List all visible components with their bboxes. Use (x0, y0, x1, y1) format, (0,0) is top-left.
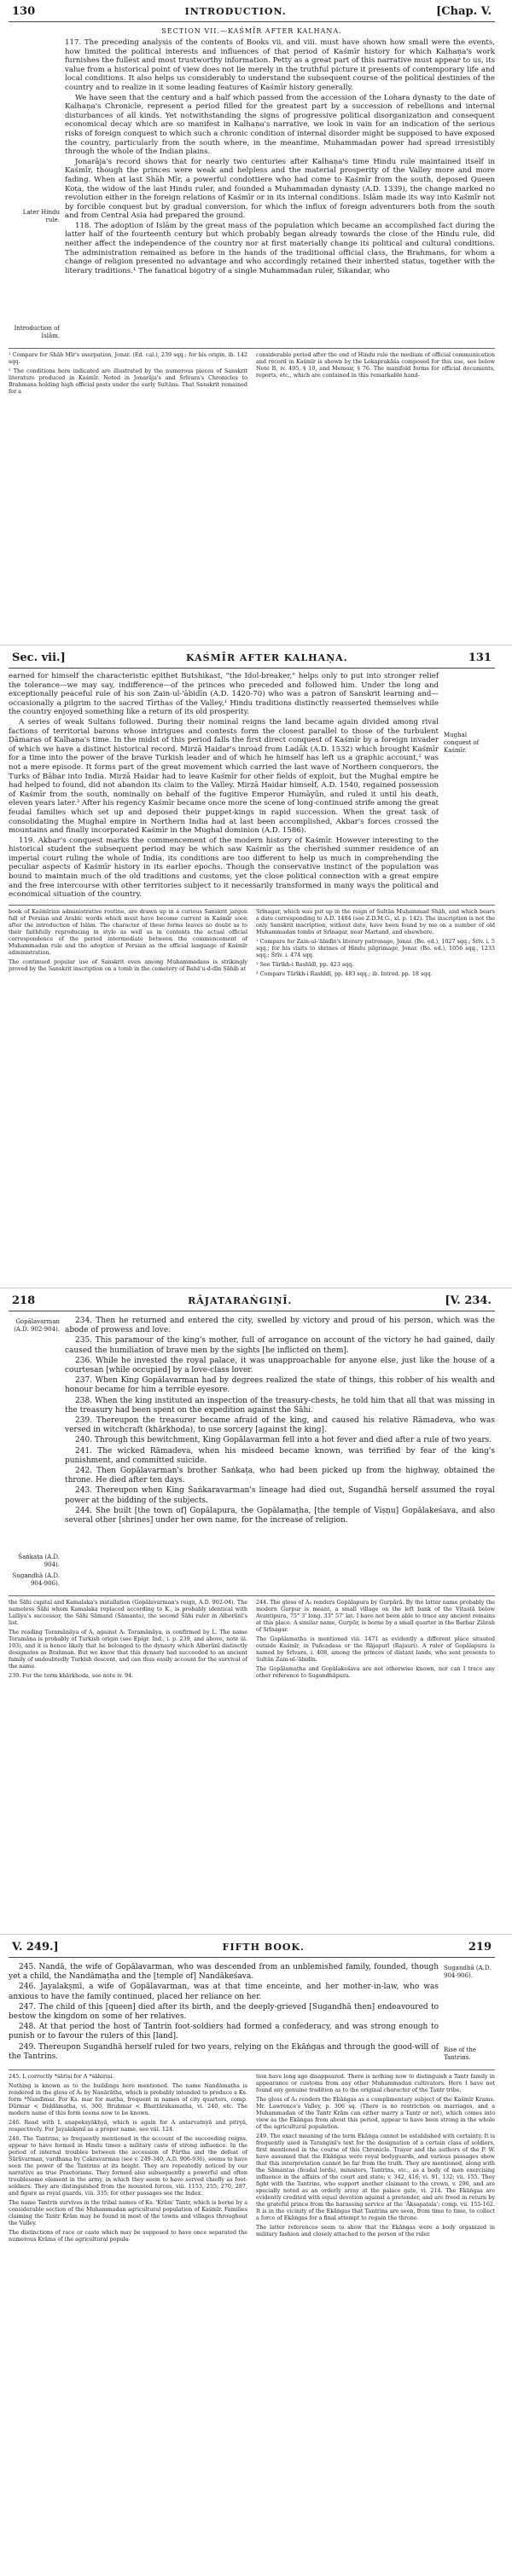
footnotes (9, 2069, 495, 2245)
sidenotes (439, 672, 495, 900)
footnote: ¹ Compare for Zain-ul-'ābidīn's literary patronage, Jonar. (Bo. ed.), 1027 sqq.; Śrīv. i. 5 sqq.; for his visits to shrines of Hindu pilgrimage, Jonar. (Bo. ed.), 1056 sqq., 1233 sqq.; Śrīv. i. 474 sqq. (256, 937, 495, 958)
paragraph: 236. While he invested the royal palace, it was unapproachable for anyone else, just like the house of a courtesan [while occupied] by a love-class lover. (65, 1356, 495, 1375)
section-label: V. 249.] (12, 1941, 59, 1954)
paragraph: 118. The adoption of Islām by the great mass of the population which became an accomplished fact during the latter half of the fourteenth century but which probably began already towards the close of the Hindu rule, did neither affect the independence of the country nor at first materially change its political and cultural conditions. The administration remained as before in the hands of the traditional official class, the Brahmans, for whom a change of religion presented no advantage and who accordingly retained their inherited status, together with the literary traditions.¹ The fanatical bigotry of a single Muhammadan ruler, Sikandar, who (65, 221, 495, 275)
footnote: The Gopālamaṭha is mentioned viii. 1471 as evidently a different place situated outside Kaśmīr, in Pañcaḍasa or the Rājapurī (Rajauri). A ruler of Gopālapura is named by Śrīvara, i. 408, among the princes of distant lands, who sent presents to Sultān Zain-ul-'ābidīn. (256, 1635, 495, 1663)
footnote: 245. L correctly *śāriṣi for A *śāhiriṣi. (9, 2073, 114, 2080)
paragraph: 235. This paramour of the king's mother, full of arrogance on account of the victory he had gained, daily caused the humiliation of brave men by the sights [he inflicted on them]. (65, 1336, 495, 1355)
footnote: 249. The exact meaning of the term Ekāṅga cannot be established with certainty. It is frequently used in Taraṅgiṇī's text for the designation of a certain class of soldiers, first mentioned in the course of this Chronicle. Trayer and the authors of the P. W. have assumed that the Ekāṅgas were royal bodyguards, and various passages show that this interpretation cannot be far from the truth. They are mentioned, along with the Sāmantas (feudal lords), ministers, Tantrins, etc., as a body of men exercising influence in the affairs of the court and state; v. 342, 416; vi. 91, 132; vii. 155. They fight with the Tantrins, who support another claimant to the crown, v. 290, and are specially noted as an orderly array at the palace gate, vi. 214. The Ekāṅgas are evidently credited with equal devotion against a pretender, and are freed in return by the grateful prince from the harassing service at the 'Ākṣapaṭala'; comp. vii. 155-162. It is in the vicinity of the Ekāṅgas that Tantrins are seen, from time to time, to collect a force of Ekāṅgas for a final attempt to regain the throne. (256, 2133, 495, 2221)
footnote: 248. The Tantrins, so frequently mentioned in the account of the succeeding reigns, appear to have formed in Hindu times a military caste of strong influence. In the period of internal troubles between the accession of Pārtha and the defeat of Śūrāvarman, vardhana by Cakravarman (see v. 249-340, A.D. 906-936), seems to have seen the power of the Tantrins at its height. They are repeatedly noticed by our narrative as true Praetorians. They formed also subsequently a powerful and often troublesome element in the army, in which they seem to have served chiefly as foot-soldiers. They are distinguished from the mounted forces, viii. 1153, 255, 270, 287, and figure as royal guards, viii. 335; for other passages see the Index. (9, 2135, 247, 2197)
running-title: RĀJATARAṄGIṆĪ. (188, 1295, 293, 1306)
sidenote: Sugandhā (A.D. 904-906). (12, 1572, 60, 1587)
body-text (65, 38, 495, 344)
section-title: SECTION VII.—KAŚMĪR AFTER KALHAṆA. (161, 27, 342, 35)
book-label: [V. 234. (445, 1294, 492, 1307)
sidenote: Rise of the Tantrins. (444, 2046, 476, 2061)
page-218 (0, 1289, 512, 1933)
footnote: Nothing is known as to the buildings here mentioned. The name Nandāmaṭha is rendered in the gloss of A₃ by Nanārātha, which is probably intended to produce a Ks. form *Nandīmar. For Ks. mar for maṭha, frequent in names of city quarters, comp. Dūrmar < Diddāmaṭha, vi. 300, Bruhmar < Bhaṭṭārakamaṭha, vi. 240, etc. The modern name of this form seems now to be known. (9, 2082, 247, 2116)
sidenote: Mughal conquest of Kaśmīr. (444, 732, 480, 754)
paragraph: We have seen that the century and a half which passed from the accession of the Lohara dynasty to the date of Kalhaṇa's Chronicle, represent a period filled for the greatest part by a succession of rebellions and internal disturbances of all kinds. Yet notwithstanding the signs of progressive political disorganization and consequent economical decay which are so manifest in Kalhaṇa's narrative, we look in vain for an indication of the serious risks of foreign conquest to which such a chronic condition of internal disorder might be supposed to have exposed the country, particularly from the south where, in the meantime, Muhammadan power had spread irresistibly through the whole of the Indian plains. (65, 93, 495, 157)
sidenotes (439, 1963, 495, 2065)
footnote: ² The conditions here indicated are illustrated by the numerous pieces of Sanskrit literature produced in Kaśmīr. Noted in Jonarāja's and Śrīvara's Chronicles to Brahmans holding high official posts under the early Sultāns. That Sanskrit remained for a (9, 368, 247, 395)
footnote: 246. Read with L anapekṣyākhyā, which is again for A antarvatnyā and pitryā, respectively. For Jayalakṣmī as a proper name, see viii. 124. (9, 2119, 247, 2133)
footnote: ² See Tārīkh-i Rashīdī, pp. 423 sqq. (256, 960, 354, 968)
page-219 (0, 1936, 512, 2575)
page-number: 130 (12, 5, 36, 18)
paragraph: 247. The child of this [queen] died after its birth, and the deeply-grieved [Sugandhā then] endeavoured to bestow the kingdom on some of her relatives. (9, 2002, 439, 2022)
footnote: ¹ Compare for Shāh Mīr's usurpation, Jonar. (Ed. cal.), 239 sqq.; for his origin, ib. 142 sqq. (9, 351, 247, 365)
footnote: The Gopālamaṭha and Gopālakeśava are not otherwise known, nor can I trace any other reference to Sugandhāpura. (256, 1665, 495, 1679)
paragraph: 245. Nandā, the wife of Gopālavarman, who was descended from an unblemished family, founded, though yet a child, the Nandāmaṭha and the [temple of] Nandākeśava. (9, 1963, 439, 1982)
footnote: Srīnagar, which was put up in the reign of Sultān Muḥammad Shāh, and which bears a date corresponding to A.D. 1484 (see Z.D.M.G., xl. p. 142). The inscription is not the only Sanskrit inscription, without date, have been found by me on a number of old Muhammadan tombs at Srīnagar, near Martand, and elsewhere. (256, 907, 495, 935)
footnote: 244. The gloss of A₃ renders Gopālapura by Gurpārā. By the latter name probably the modern Gurpur is meant, a small village on the left bank of the Vitastā below Avantipura, 75° 3' long. 33° 57' lat. I have not been able to trace any ancient remains at this place. A similar name, Gurpūr, is borne by a small quarter in the Barbar Ziārah of Srīnagar. (256, 1599, 495, 1633)
sidenote: Śaṅkaṭa (A.D. 904). (18, 1554, 60, 1568)
paragraph: 237. When King Gopālavarman had by degrees realized the state of things, this robber of his wealth and honour became for him a terrible eyesore. (65, 1376, 495, 1395)
paragraph: 249. Thereupon Sugandhā herself ruled for two years, relying on the Ekāṅgas and through the good-will of the Tantrins. (9, 2042, 439, 2061)
paragraph: 243. Thereupon when King Śaṅkaravarman's lineage had died out, Sugandhā herself assumed the royal power at the bidding of the subjects. (65, 1486, 495, 1505)
sidenote: Sugandhā (A.D. 904-906). (444, 1965, 492, 1979)
footnote: The gloss of A₃ renders the Ekāṅgas as a complimentary subject of the Kaśmīr Krams. Mr. Lawrence's Valley, p. 306 sq. (There is no restriction on marriages, and a Muhammadan of the Tantr Krām can either marry a Tantr or not), which comes into view as the Ekāṅgas from about this period, appear to have been strong in the whole of the agricultural population. (256, 2096, 495, 2130)
footnote: 239. For the term khārkhoda, see note iv. 94. (9, 1672, 134, 1679)
footnote: The latter references seem to show that the Ekāṅgas were a body organized in military fashion and closely attached to the person of the ruler. (256, 2224, 495, 2237)
paragraph: A series of weak Sultans followed. During their nominal reigns the land became again divided among rival factions of territorial barons whose intrigues and contests form the closest parallel to those of the turbulent Ḍāmaras of Kalhaṇa's time. In the midst of this period falls the first direct conquest of Kaśmīr by a foreign invader of which we have a distinct historical record. Mirzā Haidar's inroad from Ladāk (A.D. 1532) which brought Kaśmīr for a time into the power of the brave Turkish leader and of which he himself has left us a graphic account,² was not a mere episode. It forms part of the great movement which carried the last wave of Northern conquerors, the Turks of Bābar into India. Mirzā Haidar had to leave Kaśmīr for other fields of exploit, but the Mughal empire he had helped to found, did not abandon its claim to the Valley. Mirzā Haidar himself, A.D. 1540, regained possession of Kaśmīr from the south, nominally on behalf of the fugitive Emperor Humāyūn, and ruled it until his death, eleven years later.³ After his regency Kaśmīr became once more the scene of long-continued strife among the great feudal families which set up and deposed their puppet-kings in rapid succession. When the great task of consolidating the Mughal empire in Northern India had at last been accomplished, Akbar's forces crossed the mountains and finally incorporated Kaśmīr in the Mughal dominion (A.D. 1586). (9, 717, 439, 836)
body-text (65, 1317, 495, 1591)
paragraph: Jonarāja's record shows that for nearly two centuries after Kalhaṇa's time Hindu rule maintained itself in Kaśmīr, though the princes were weak and helpless and the material prosperity of the Valley more and more fading. When at last Shāh Mīr, a powerful condottiere who had come to Kaśmīr from the south, deposed Queen Koṭa, the widow of the last Hindu ruler, and founded a Muhammadan dynasty (A.D. 1339), the change marked no revolution either in the foreign relations of Kaśmīr or in its internal conditions. Islām made its way into Kaśmīr not by forcible conquest but by gradual conversion, for which the influx of foreign adventurers both from the south and from Central Asia had prepared the ground. (65, 157, 495, 221)
footnote: considerable period after the end of Hindu rule the medium of official communication and record in Kaśmīr is shown by the Lokaprakāśa composed for this use, see below Note B, iv. 495, § 10, and Memoir, § 76. The manifold forms for official documents, reports, etc., which are contained in this remarkable hand- (256, 351, 495, 379)
page-header (9, 0, 495, 22)
footnotes (9, 905, 495, 980)
page-divider (0, 1934, 512, 1935)
page-header (9, 1289, 495, 1311)
footnotes (9, 348, 495, 397)
page-number: 219 (468, 1941, 492, 1954)
running-title: INTRODUCTION. (184, 6, 287, 17)
sidenote: Introduction of Islām. (14, 325, 60, 339)
footnotes (9, 1595, 495, 1682)
sidenotes (9, 38, 65, 344)
paragraph: 246. Jayalakṣmī, a wife of Gopālavarman, was at that time enceinte, and her mother-in-law, who was anxious to have the family continued, placed her reliance on her. (9, 1983, 439, 2001)
footnote: The reading Toramāṇāya of A, against A₁ Toramāṇāya, is confirmed by L. The name Toramāṇa is probably of Turkish origin (see Epigr. Ind., i. p. 239, and above, note iii. 103), and it is hence likely that he belonged to the dynasty which Alberūnī distinctly designates as Brahman. But we know that this dynasty had succeeded to an ancient family of undoubtedly Turkish descent, and can thus easily account for the survival of the name. (9, 1629, 247, 1670)
footnote: ³ Compare Tārīkh-i Rashīdī, pp. 483 sqq.; ib. Introd. pp. 18 sqq. (256, 970, 433, 977)
running-title: FIFTH BOOK. (222, 1942, 305, 1953)
footnote: The name Tantrin survives in the tribal names of Ks. 'Krām' Tantr, which is borne by a considerable section of the Muhammadan agricultural population of Kaśmīr. Families claiming the Tantr Krām may be found in most of the towns and villages throughout the Valley. (9, 2199, 247, 2226)
running-title: KAŚMĪR AFTER KALHAṆA. (186, 652, 348, 663)
footnote: book of Kaśmīrian administrative routine, are drawn up in a curious Sanskrit jargon full of Persian and Arabic words which must have become current in Kaśmīr soon after the introduction of Islām. The character of these forms leaves no doubt as to their faithfully reproducing in style as well as in contents the actual official correspondence of the period intermediate between the commencement of Muhammadan rule and the adoption of Persian as the official language of Kaśmīr administration. (9, 907, 247, 956)
paragraph: 240. Through this bewitchment, King Gopālavarman fell into a hot fever and died after a rule of two years. (75, 1436, 492, 1445)
sidenote: Gopālavarman (A.D. 902-904). (14, 1318, 60, 1333)
page-number: 131 (468, 651, 492, 664)
paragraph: 248. At that period the host of Tantrin foot-soldiers had formed a confederacy, and was strong enough to punish or to favour the rulers of this [land]. (9, 2023, 439, 2041)
paragraph: 238. When the king instituted an inspection of the treasury-chests, he told him that all that was missing in the treasury had been spent on the expedition against the Śāhi. (65, 1396, 495, 1415)
section-label: Sec. vii.] (12, 651, 66, 664)
page-number: 218 (12, 1294, 36, 1307)
paragraph: 244. She built [the town of] Gopālapura, the Gopālamaṭha, [the temple of Viṣṇu] Gopālakeśava, and also several other [shrines] under her own name, for the increase of religion. (65, 1506, 495, 1525)
paragraph: earned for himself the characteristic epithet Butshikast, "the Idol-breaker," helps only to put into stronger relief the tolerance—we may say, indifference—of the princes who preceded and followed him. Under the long and exceptionally peaceful rule of his son Zain-ul-'ābidīn (A.D. 1420-70) who was a patron of Sanskrit learning and—occasionally a pilgrim to the sacred Tīrthas of the Valley,¹ Hindu traditions distinctly reasserted themselves while the country enjoyed something like a return of its old prosperity. (9, 672, 439, 717)
paragraph: 241. The wicked Rāmadeva, when his misdeed became known, was terrified by fear of the king's punishment, and committed suicide. (65, 1446, 495, 1465)
page-130 (0, 0, 512, 644)
footnote: The distinctions of race or caste which may be supposed to have once separated the numerous Krāms of the agricultural popula- (9, 2229, 247, 2243)
paragraph: 119. Akbar's conquest marks the commencement of the modern history of Kaśmīr. However interesting to the historical student the subsequent period may be which saw Kaśmīr as the cherished summer residence of an imperial court ruling the whole of India, its conditions are too different to help us much in comprehending the peculiar aspects of Kaśmīr history in its earlier epochs. Though the conservative instinct of the population was bound to maintain much of the old traditions and customs, yet the close political connection with a great empire and the free intercourse with other territories subject to it necessarily transformed in many ways the political and economical situation of the country. (9, 836, 439, 900)
sidenote: Later Hindu rule. (22, 209, 60, 223)
footnote: the Śāhi capital and Kamalaka's installation (Gopālavarman's reign, A.D. 902-04). The nameless Śāhi whom Kamalaka replaced according to K., is probably identical with Lalliya's successor, the Śāhi Sāmand (Sāmanta), the second Śāhi ruler in Alberūnī's list. (9, 1599, 247, 1626)
page-header (9, 646, 495, 669)
footnote: tion have long ago disappeared. There is nothing now to distinguish a Tantr family in appearance or customs from any other Muhammadan cultivators. Here I have not found any genuine tradition as to the original character of the Tantr tribe. (256, 2073, 495, 2093)
sidenotes (9, 1317, 65, 1591)
footnote: The continued popular use of Sanskrit even among Muhammadans is strikingly proved by the Sanskrit inscription on a tomb in the cemetery of Bahā'u-d-dīn Ṣāhib at (9, 958, 247, 972)
paragraph: 242. Then Gopālavarman's brother Saṅkaṭa, who had been picked up from the highway, obtained the throne. He died after ten days. (65, 1467, 495, 1485)
body-text (9, 1963, 439, 2065)
chapter-label: [Chap. V. (436, 5, 492, 18)
page-131 (0, 646, 512, 1286)
paragraph: 239. Thereupon the treasurer became afraid of the king, and caused his relative Rāmadeva, who was versed in witchcraft (khārkhoda), to use sorcery [against the king]. (65, 1416, 495, 1435)
paragraph: 234. Then he returned and entered the city, swelled by victory and proud of his person, which was the abode of prowess and love. (65, 1317, 495, 1335)
body-text (9, 672, 439, 900)
page-header (9, 1936, 495, 1958)
paragraph: 117. The preceding analysis of the contents of Books vii. and viii. must have shown how small were the events, how limited the political interests and influences of that period of Kaśmīr history for which Kalhaṇa's work furnishes the fullest and most trustworthy information. Petty as a great part of this narrative must appear to us, its value from a historical point of view does not lie merely in the truthful picture it presents of contemporary life and local conditions. It also helps us considerably to understand the subsequent course of the political destinies of the country and to realize in it some leading features of Kaśmīr history generally. (65, 38, 495, 92)
